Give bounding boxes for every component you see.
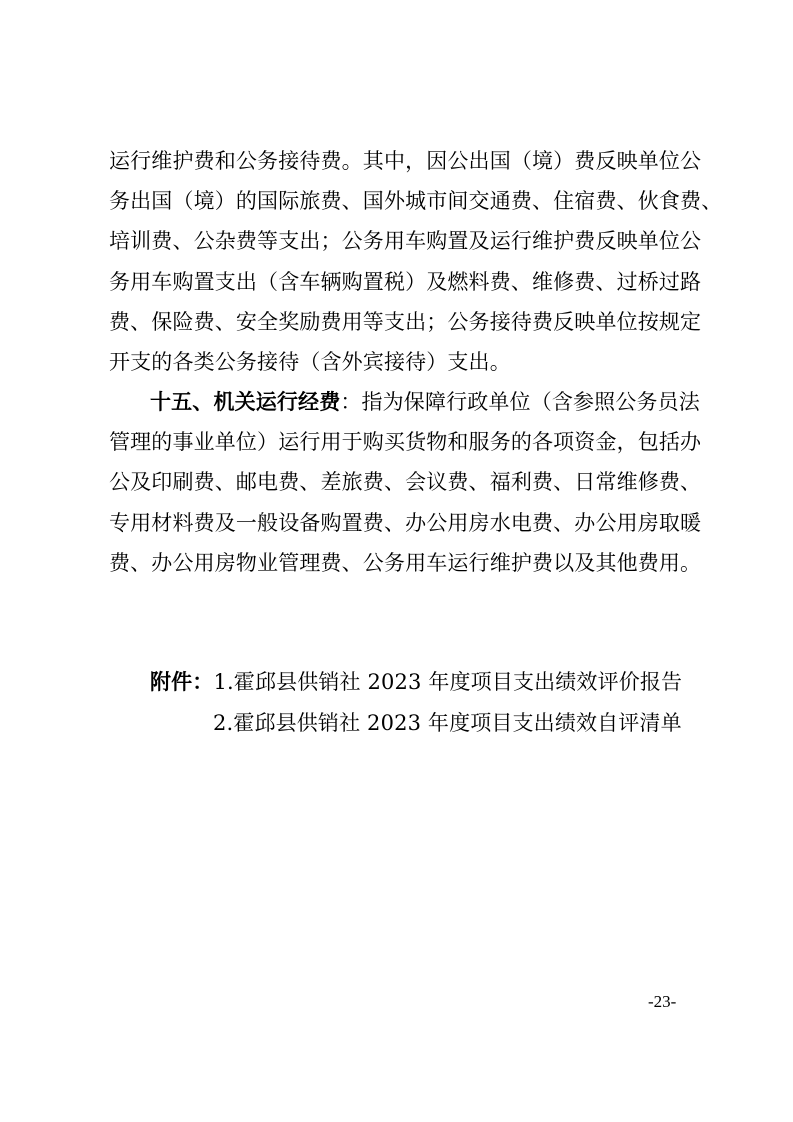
- item-15-line: 专用材料费及一般设备购置费、办公用房水电费、办公用房取暖: [109, 511, 702, 535]
- page-number: -23-: [648, 992, 677, 1011]
- paragraph-line: 培训费、公杂费等支出；公务用车购置及运行维护费反映单位公: [109, 229, 702, 253]
- paragraph-line: 费、保险费、安全奖励费用等支出；公务接待费反映单位按规定: [109, 310, 702, 334]
- paragraph-line: 务用车购置支出（含车辆购置税）及燃料费、维修费、过桥过路: [109, 270, 702, 294]
- attachment-item: 2.霍邱县供销社 2023 年度项目支出绩效自评清单: [213, 711, 682, 735]
- item-15-line: 管理的事业单位）运行用于购买货物和服务的各项资金，包括办: [109, 430, 702, 454]
- attachment-line-1: [150, 667, 683, 697]
- paragraph-line: 运行维护费和公务接待费。其中，因公出国（境）费反映单位公: [109, 149, 702, 173]
- item-15-heading: 十五、机关运行经费: [150, 390, 341, 414]
- paragraph-line: 务出国（境）的国际旅费、国外城市间交通费、住宿费、伙食费、: [109, 189, 723, 213]
- item-15-line: 公及印刷费、邮电费、差旅费、会议费、福利费、日常维修费、: [109, 470, 702, 494]
- item-15-first-line-text: ：指为保障行政单位（含参照公务员法: [340, 390, 700, 414]
- item-15-first-line: [150, 387, 700, 417]
- attachment-label: 附件：: [150, 670, 214, 694]
- item-15-line: 费、办公用房物业管理费、公务用车运行维护费以及其他费用。: [109, 551, 702, 575]
- attachment-line-2: [213, 708, 693, 738]
- paragraph-line: 开支的各类公务接待（含外宾接待）支出。: [109, 350, 511, 374]
- attachment-item: 1.霍邱县供销社 2023 年度项目支出绩效评价报告: [213, 670, 683, 694]
